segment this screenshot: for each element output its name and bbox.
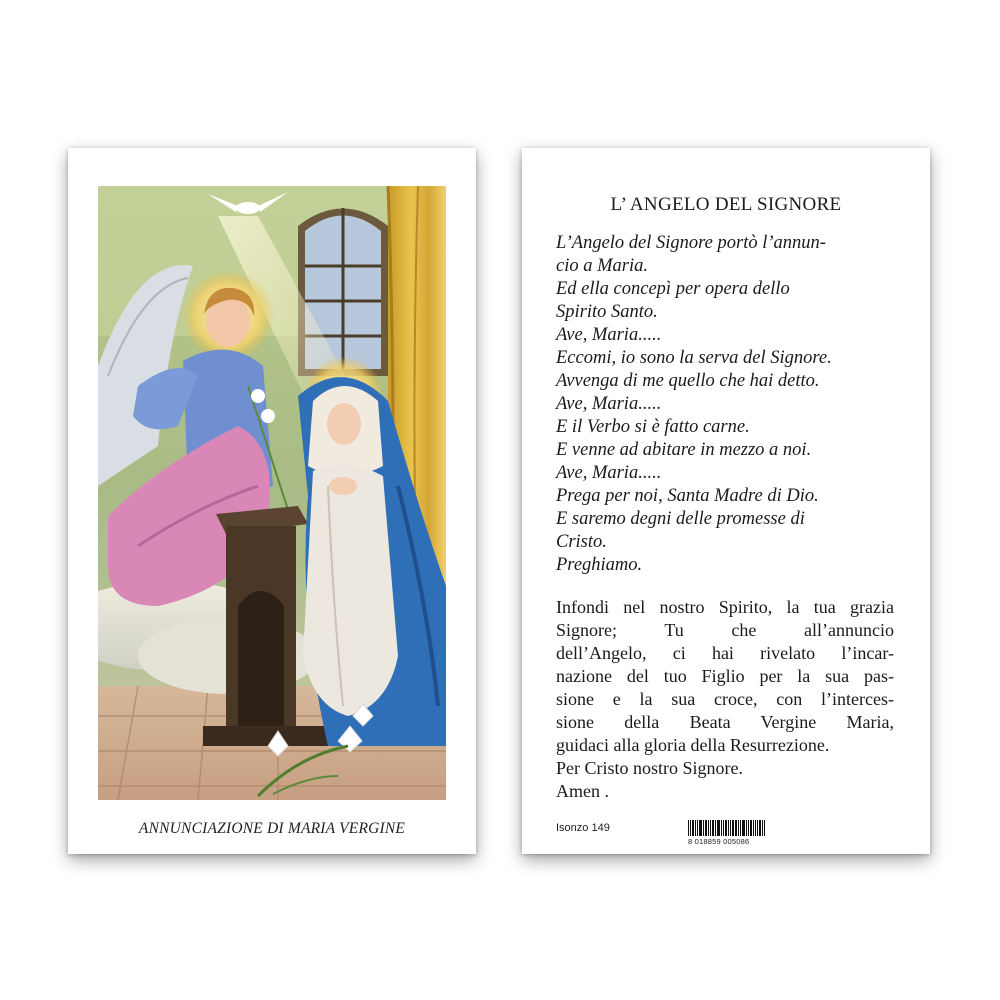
verse-line: Ave, Maria..... xyxy=(556,394,662,414)
barcode-bar xyxy=(750,820,752,836)
barcode-bar xyxy=(721,820,722,836)
barcode-bar xyxy=(755,820,756,836)
collect-line: sione e la sua croce, con l’interces- xyxy=(556,689,894,709)
barcode-bar xyxy=(764,820,765,836)
annunciation-painting xyxy=(98,186,446,800)
holy-card-front xyxy=(68,148,476,854)
barcode-bars-icon xyxy=(688,820,770,836)
barcode-bar xyxy=(735,820,737,836)
prayer-verses xyxy=(556,232,906,577)
product-code: Isonzo 149 xyxy=(556,822,610,834)
barcode-bar xyxy=(759,820,761,836)
barcode-bar xyxy=(740,820,741,836)
barcode-bar xyxy=(697,820,698,836)
barcode-bar xyxy=(717,820,720,836)
barcode-bar xyxy=(742,820,745,836)
prayer-collect xyxy=(556,596,894,803)
verse-line: Ed ella concepì per opera dello xyxy=(556,279,790,299)
barcode-bar xyxy=(705,820,707,836)
annunciation-illustration xyxy=(98,186,446,800)
barcode-bar xyxy=(692,820,694,836)
barcode-bar xyxy=(688,820,689,836)
verse-line: cio a Maria. xyxy=(556,256,648,276)
verse-line: Avvenga di me quello che hai detto. xyxy=(556,371,820,391)
barcode-bar xyxy=(723,820,724,836)
barcode-bar xyxy=(728,820,729,836)
barcode-bar xyxy=(746,820,747,836)
barcode-bar xyxy=(715,820,716,836)
barcode-bar xyxy=(730,820,731,836)
collect-line: guidaci alla gloria della Resurrezione. xyxy=(556,735,830,755)
collect-line: sione della Beata Vergine Maria, xyxy=(556,712,894,732)
barcode-number: 8 018859 005086 xyxy=(688,837,750,846)
collect-line: Per Cristo nostro Signore. xyxy=(556,758,743,778)
barcode-bar xyxy=(703,820,704,836)
verse-line: Eccomi, io sono la serva del Signore. xyxy=(556,348,832,368)
barcode xyxy=(688,820,770,846)
verse-line: Ave, Maria..... xyxy=(556,463,662,483)
verse-line: L’Angelo del Signore portò l’annun- xyxy=(556,233,826,253)
barcode-bar xyxy=(757,820,758,836)
barcode-bar xyxy=(695,820,696,836)
card-caption: ANNUNCIAZIONE DI MARIA VERGINE xyxy=(138,820,406,837)
verse-line: Prega per noi, Santa Madre di Dio. xyxy=(556,486,819,506)
collect-line: Signore; Tu che all’annuncio xyxy=(556,620,894,640)
verse-line: Cristo. xyxy=(556,532,607,552)
barcode-bar xyxy=(738,820,739,836)
verse-line: E il Verbo si è fatto carne. xyxy=(556,417,750,437)
collect-line: nazione del tuo Figlio per la sua pas- xyxy=(556,666,894,686)
verse-line: Ave, Maria..... xyxy=(556,325,662,345)
collect-line: dell’Angelo, ci hai rivelato l’incar- xyxy=(556,643,894,663)
collect-line: Amen . xyxy=(556,781,609,801)
barcode-bar xyxy=(732,820,734,836)
verse-line: E venne ad abitare in mezzo a noi. xyxy=(556,440,812,460)
barcode-bar xyxy=(690,820,691,836)
prayer-title: L’ ANGELO DEL SIGNORE xyxy=(610,194,842,215)
collect-line: Infondi nel nostro Spirito, la tua grazia xyxy=(556,597,894,617)
barcode-bar xyxy=(710,820,711,836)
barcode-bar xyxy=(708,820,709,836)
barcode-bar xyxy=(712,820,714,836)
verse-line: Spirito Santo. xyxy=(556,302,658,322)
verse-line: E saremo degni delle promesse di xyxy=(556,509,805,529)
holy-card-back xyxy=(522,148,930,854)
barcode-bar xyxy=(725,820,727,836)
barcode-bar xyxy=(748,820,749,836)
barcode-bar xyxy=(753,820,754,836)
barcode-bar xyxy=(762,820,763,836)
verse-line: Preghiamo. xyxy=(556,555,643,575)
barcode-bar xyxy=(699,820,702,836)
